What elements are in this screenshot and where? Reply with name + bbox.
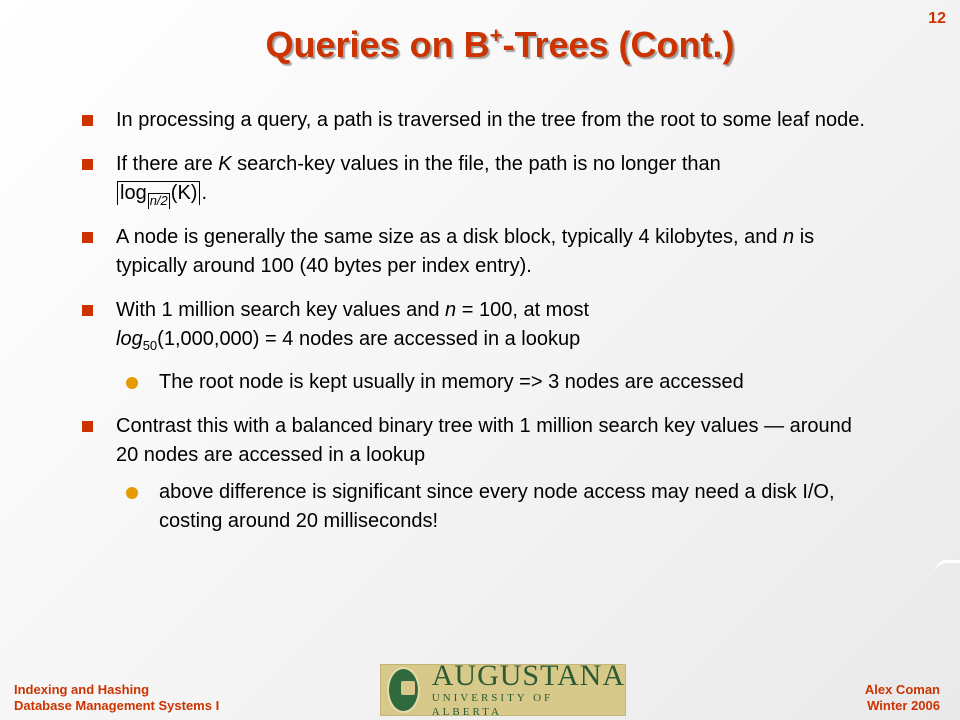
bullet-4-n: n (445, 299, 457, 321)
round-bullet-icon (126, 377, 138, 389)
bullet-1 (78, 106, 878, 135)
decorative-swoosh (934, 560, 960, 589)
bullet-2-k: K (218, 153, 232, 175)
bullet-4-base: 50 (142, 338, 158, 353)
bullet-4-mid: = 100, at most (456, 299, 590, 321)
title-main: Queries on B (265, 24, 490, 65)
university-seal-icon (387, 667, 420, 713)
log-argument: (K) (170, 182, 198, 204)
bullet-4 (78, 296, 878, 360)
logo-main-text: AUGUSTANA (431, 659, 625, 692)
title-superscript: + (489, 23, 503, 48)
footer-term: Winter 2006 (867, 698, 940, 713)
sub-bullet-2-text: above difference is significant since every node access may need a disk I/O, costing around 20 milliseconds! (159, 481, 835, 532)
sub-bullet-2 (78, 478, 878, 536)
logo-sub-text: UNIVERSITY OF ALBERTA (431, 692, 554, 718)
sub-bullet-1 (78, 368, 878, 397)
bullet-3-post: is typically around 100 (40 bytes per index entry). (116, 226, 815, 277)
bullet-5-text: Contrast this with a balanced binary tree with 1 million search key values — around 20 nodes are accessed in a lookup (116, 415, 852, 466)
square-bullet-icon (82, 115, 93, 126)
bullet-2 (78, 150, 878, 208)
bullet-3-n: n (783, 226, 795, 248)
bullet-2-pre: If there are (116, 153, 219, 175)
bullet-1-text: In processing a query, a path is traversed in the tree from the root to some leaf node. (116, 109, 865, 131)
square-bullet-icon (82, 421, 93, 432)
log-base-ceiling (148, 193, 170, 208)
round-bullet-icon (126, 487, 138, 499)
square-bullet-icon (82, 232, 93, 243)
bullet-4-log: log (116, 328, 143, 350)
footer-course-name: Database Management Systems I (14, 698, 220, 713)
footer-topic: Indexing and Hashing (14, 682, 150, 697)
augustana-logo (380, 659, 626, 718)
bullet-3-pre: A node is generally the same size as a disk block, typically 4 kilobytes, and (116, 226, 784, 248)
title-rest: -Trees (Cont.) (502, 24, 735, 65)
footer-author-name: Alex Coman (864, 682, 940, 697)
square-bullet-icon (82, 159, 93, 170)
bullet-4-post: (1,000,000) = 4 nodes are accessed in a lookup (157, 328, 581, 350)
bullet-2-post: search-key values in the file, the path is no longer than (231, 153, 721, 175)
footer-course (14, 682, 219, 714)
slide-number: 12 (928, 10, 946, 27)
square-bullet-icon (82, 305, 93, 316)
log-label: log (120, 182, 147, 204)
bullet-2-end: . (201, 182, 208, 204)
footer-author (865, 682, 940, 714)
log-base: n/2 (149, 193, 168, 208)
bullet-5 (78, 412, 878, 470)
sub-bullet-1-text: The root node is kept usually in memory => 3 nodes are accessed (159, 371, 744, 393)
bullet-4-pre: With 1 million search key values and (116, 299, 446, 321)
slide-title (0, 22, 960, 68)
slide-content (78, 106, 878, 551)
ceiling-expression (117, 181, 200, 208)
bullet-3 (78, 223, 878, 281)
